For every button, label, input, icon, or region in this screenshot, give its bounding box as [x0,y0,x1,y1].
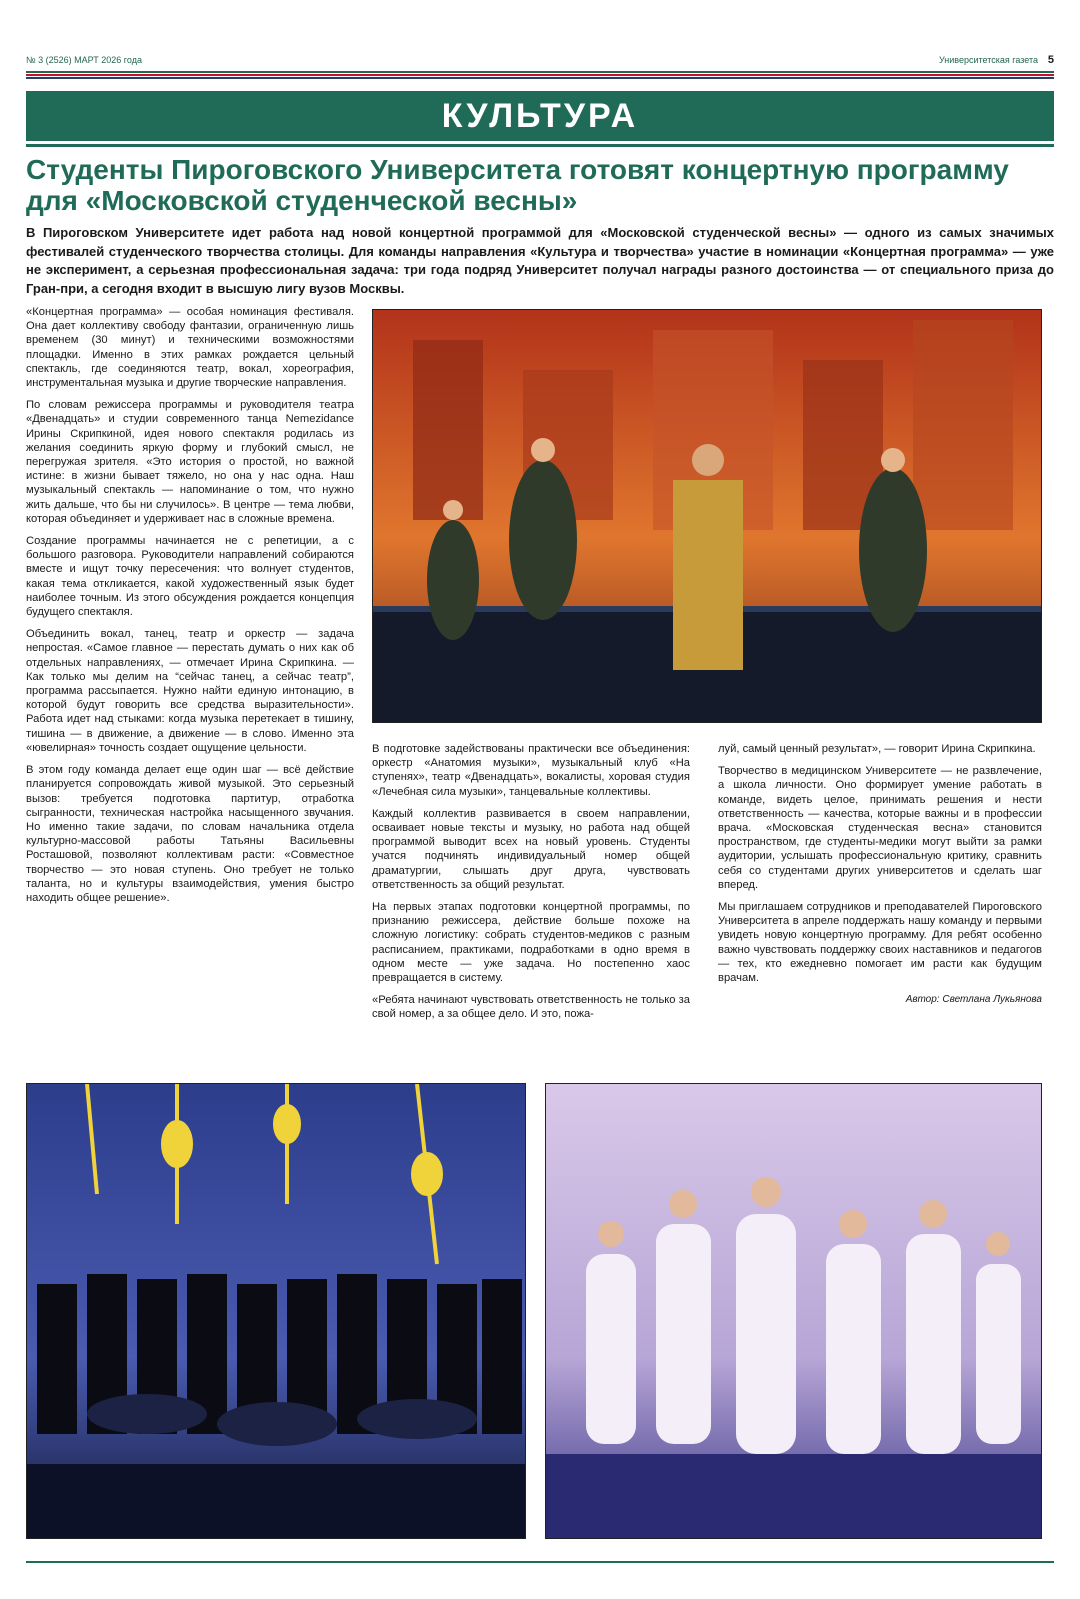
banner-underline [26,144,1054,147]
paragraph: В этом году команда делает еще один шаг — всё действие планируется сопровождать живой музыкой. Это серьезный вызов: требуется подготовка партитур, отработка сыгранности, техническая настройка насыщенного звучания. Но именно такие задачи, по словам начальника отдела культурно-массовой работы Татьяны Васильевны Росташовой, позволяют коллективам расти: «Совместное творчество — это новая ступень. Оно требует не только таланта, но и культуры взаимодействия, умения быстро находить общее решение». [26,764,354,904]
article-author: Автор: Светлана Лукьянова [905,994,1042,1006]
paper-name: Университетская газета [938,55,1038,65]
page-header [26,55,1054,69]
paragraph: Каждый коллектив развивается в своем направлении, осваивает новые тексты и музыку, но работа над общей программой выводит всех на новый уровень. Студенты учатся подчинять индивидуальный номер общей драматургии, слышать друг друга, чувствовать ответственность за общий результат. [372,807,690,891]
paragraph: Объединить вокал, танец, театр и оркестр — задача непростая. «Самое главное — перестать думать о них как об отдельных направлениях, — отмечает Ирина Скрипкина. — Как только мы делим на “сейчас танец, а сейчас театр”, программа рассыпается. Нужно найти единую интонацию, в которой будут говорить все средства выразительности». Работа идет над стыками: когда музыка перетекает в тишину, тишина — в движение, а движение — в слово. Именно эта «ювелирная» точность создает ощущение цельности. [26,628,354,754]
paragraph: По словам режиссера программы и руководителя театра «Двенадцать» и студии современного танца Nemezidance Ирины Скрипкиной, идея нового спектакля родилась из желания соединить яркую форму и глубокий смысл, не перегружая зрителя. «Это история о простой, но важной истине: в жизни бывает тяжело, но она у нас одна. Наш музыкальный спектакль — напоминание о том, что нужно жить дальше, что бы ни случилось». В центре — тема любви, которая объединяет и удерживает нас в сложные времена. [26,399,354,525]
paragraph: Творчество в медицинском Университете — не развлечение, а школа личности. Оно формирует умение работать в команде, видеть целое, принимать решения и нести ответственность — качества, которые важны и в профессии врача. «Московская студенческая весна» становится пространством, где студенты-медики могут выйти за рамки аудитории, услышать профессиональную критику, сравнить себя со студентами других университетов и сделать шаг вперед. [718,765,1042,891]
paragraph: В подготовке задействованы практически все объединения: оркестр «Анатомия музыки», музыкальный клуб «На ступенях», театр «Двенадцать», вокалисты, хоровая студия «Лечебная сила музыки», танцевальные коллективы. [372,743,690,798]
paragraph: Мы приглашаем сотрудников и преподавателей Пироговского Университета в апреле поддержать нашу команду и первыми увидеть новую концертную программу. Для ребят особенно важно чувствовать поддержку своих наставников и педагогов — тех, кто ежедневно помогает им расти как будущим врачам. [718,901,1042,985]
article-column-right [718,742,1042,1007]
paragraph: Создание программы начинается не с репетиции, а с большого разговора. Руководители направлений собираются вместе и ищут точку пересечения: что волнует студентов, какая тема откликается, какой художественный язык будет наиболее точным. Из этого обсуждения рождается концепция будущего спектакля. [26,535,354,619]
paragraph: «Ребята начинают чувствовать ответственность не только за свой номер, а за общее дело. И это, пожа- [372,994,690,1021]
article-lead: В Пироговском Университете идет работа над новой концертной программой для «Московской студенческой весны» — одного из самых значимых фестивалей студенческого творчества столицы. Для команды направления «Культура и творчества» участие в номинации «Концертная программа» — уже не эксперимент, а серьезная профессиональная задача: три года подряд Университет получал награды разного достоинства — от специального приза до Гран-при, а сегодня входит в высшую лигу вузов Москвы. [26,225,1054,296]
paragraph: луй, самый ценный результат», — говорит Ирина Скрипкина. [718,743,1036,755]
photo-dance-neurons [26,1083,526,1539]
paragraph: На первых этапах подготовки концертной программы, по признанию режиссера, действие больше похоже на сложную логистику: собрать студентов-медиков с разным расписанием, практиками, подработками в одно время в одном месте — уже задача. Но постепенно хаос превращается в систему. [372,901,690,985]
page-number: 5 [1047,54,1054,66]
bottom-rule [26,1561,1054,1563]
article-column-middle [372,742,690,1030]
header-stripes [26,71,1054,81]
section-banner [26,91,1054,141]
photo-stage-performance [372,309,1042,723]
article-column-left [26,305,354,913]
article-headline: Студенты Пироговского Университета готовят концертную программу для «Московской студенческой весны» [26,154,1009,216]
paragraph: «Концертная программа» — особая номинация фестиваля. Она дает коллективу свободу фантазии, ограниченную лишь временем (30 минут) и техническими возможностями площадки. Именно в этих рамках рождается цельный спектакль, где соединяются театр, вокал, хореография, инструментальная музыка и другие творческие направления. [26,306,354,390]
issue-info: № 3 (2526) МАРТ 2026 года [26,55,142,65]
section-title: КУЛЬТУРА [441,96,639,135]
photo-dance-white [545,1083,1042,1539]
